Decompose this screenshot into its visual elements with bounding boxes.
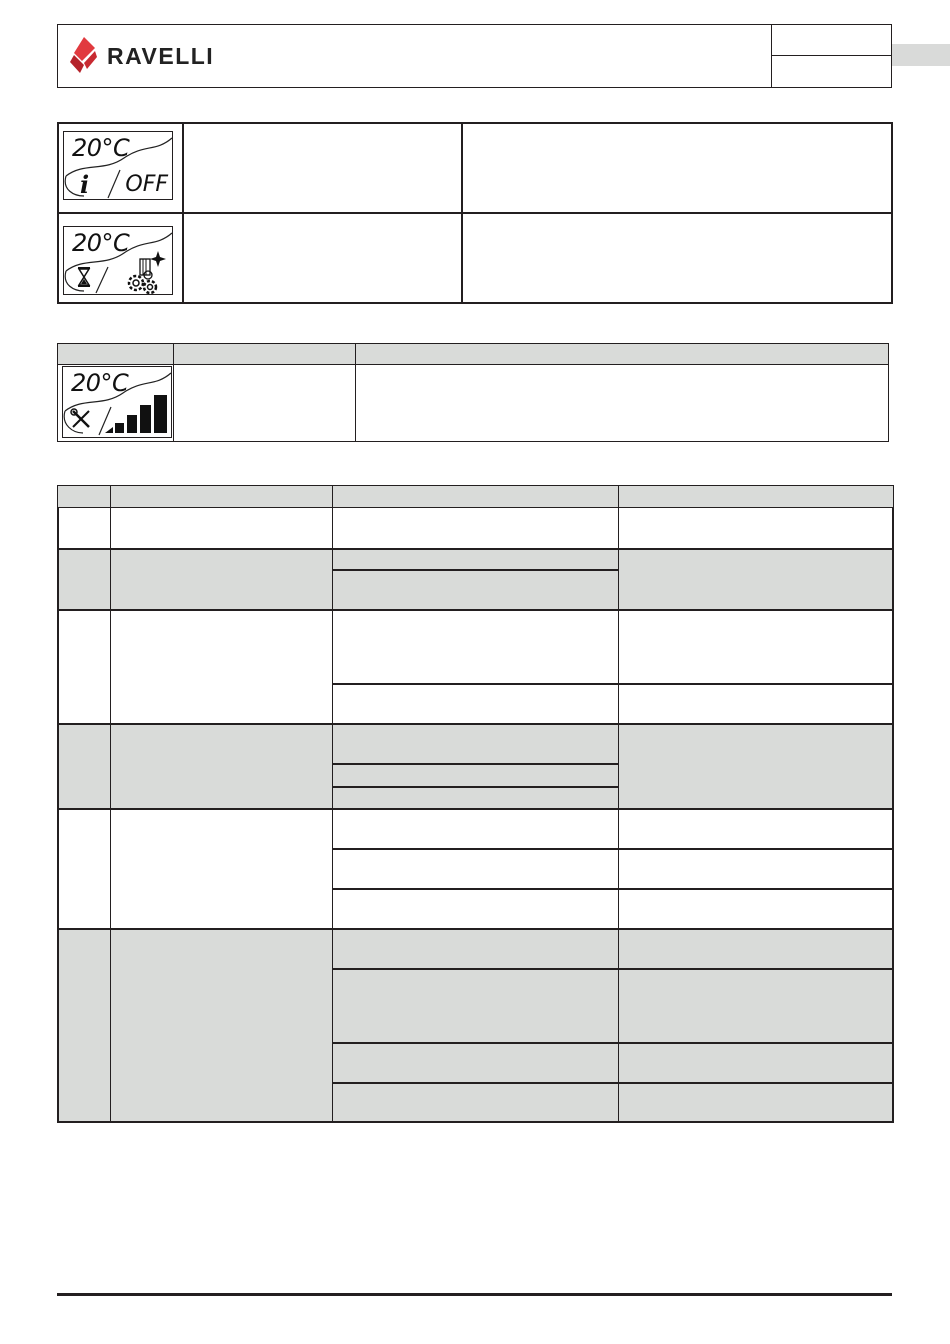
row-divider (332, 763, 619, 765)
table-header-cell (173, 343, 356, 365)
display-temperature: 20°C (72, 229, 130, 257)
table-border (57, 508, 59, 1123)
display-off-info-icon (63, 131, 173, 200)
row-divider (332, 569, 619, 571)
page-header (57, 24, 892, 88)
table-row (57, 508, 894, 549)
row-divider (332, 786, 619, 788)
display-power-level-icon (62, 366, 172, 438)
row-divider (332, 683, 894, 685)
table-cell (173, 364, 356, 442)
row-divider (57, 723, 894, 725)
table-header-cell (618, 485, 894, 508)
table-row (57, 548, 894, 611)
off-label: OFF (125, 172, 168, 197)
table-row (57, 809, 894, 930)
table-cell (355, 364, 889, 442)
header-info-box (771, 25, 891, 87)
tools-icon (69, 407, 93, 431)
display-temperature: 20°C (71, 369, 129, 397)
display-temperature: 20°C (72, 134, 130, 162)
table-header-cell (332, 485, 619, 508)
table-header-cell (57, 485, 111, 508)
table-header-cell (57, 343, 174, 365)
row-divider (332, 888, 894, 890)
column-divider (332, 485, 333, 1123)
row-divider (57, 609, 894, 611)
table-row (57, 610, 894, 725)
info-icon: i (80, 170, 90, 199)
display-cleaning-icon (63, 226, 173, 295)
brand-logo (58, 25, 771, 87)
cleaning-gears-icon (126, 249, 170, 295)
row-divider (332, 1042, 894, 1044)
row-divider (332, 1082, 894, 1084)
column-divider (110, 485, 111, 1123)
column-divider (618, 485, 619, 1123)
brand-name: RAVELLI (107, 43, 215, 69)
row-divider (332, 848, 894, 850)
header-info-top (772, 25, 892, 56)
row-divider (57, 808, 894, 810)
power-level-bars-icon (103, 391, 169, 435)
row-divider (57, 928, 894, 930)
table-header-cell (110, 485, 333, 508)
table-row (57, 724, 894, 810)
table-header-cell (355, 343, 889, 365)
ravelli-flame-icon (70, 37, 98, 73)
row-divider (57, 212, 893, 214)
hourglass-icon (76, 267, 92, 287)
footer-rule (57, 1293, 892, 1296)
row-divider (57, 548, 894, 550)
table-row (57, 929, 894, 1123)
section-tab (892, 44, 950, 66)
table-border (892, 508, 894, 1123)
row-divider (332, 968, 894, 970)
